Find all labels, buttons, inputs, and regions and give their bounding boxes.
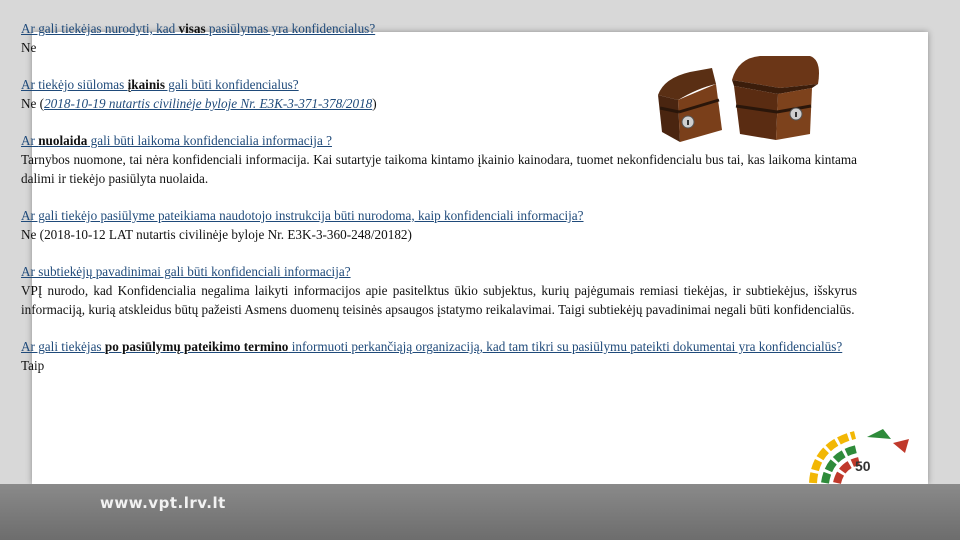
question-text: informuoti perkančiąją organizaciją, kad tam tikri su pasiūlymu pateikti dokumentai yra konfidencialūs? — [288, 339, 843, 354]
question-emphasis: įkainis — [127, 77, 165, 92]
question-text: Ar gali tiekėjo pasiūlyme pateikiama naudotojo instrukcija būti nurodoma, kaip konfidenciali informacija? — [21, 208, 584, 223]
question-5[interactable] — [21, 262, 857, 281]
answer-text: VPĮ nurodo, kad Konfidencialia negalima laikyti informacijos apie pasitelktus ūkio subjektus, kurių pajėgumais remiasi tiekėjas, ir subtiekėjus, išskyrus informaciją, kurią atskleidus būtų pažeisti Asmens duomenų teisinės apsaugos įstatymo reikalavimai. Taigi subtiekėjų pavadinimai negali būti konfidencialūs. — [21, 283, 857, 317]
treasure-chests-icon — [650, 50, 825, 145]
answer-text: Ne ( — [21, 96, 45, 111]
footer-site-link[interactable]: www.vpt.lrv.lt — [100, 494, 226, 512]
answer-4 — [21, 225, 857, 244]
answer-6 — [21, 356, 857, 375]
question-text: Ar tiekėjo siūlomas — [21, 77, 128, 92]
answer-text: Ne (2018-10-12 LAT nutartis civilinėje byloje Nr. E3K-3-360-248/20182) — [21, 227, 412, 242]
answer-text: ) — [372, 96, 377, 111]
footer-bar — [0, 484, 960, 540]
answer-text: Ne — [21, 40, 37, 55]
question-1[interactable] — [21, 19, 857, 38]
question-text: gali būti konfidencialus? — [164, 77, 299, 92]
lithuanian-flag-arc-logo — [805, 425, 915, 485]
question-text: gali būti laikoma konfidencialia informacija ? — [87, 133, 332, 148]
answer-text: Tarnybos nuomone, tai nėra konfidenciali informacija. Kai sutartyje taikoma kintamo įkainio kainodara, tuomet nekonfidencialu bus tai, kas laikoma kintama dalimi ir tiekėjo pasiūlyta nuolaida. — [21, 152, 857, 186]
question-emphasis: po pasiūlymų pateikimo termino — [104, 339, 289, 354]
question-emphasis: nuolaida — [38, 133, 88, 148]
question-text: Ar gali tiekėjas — [21, 339, 105, 354]
faq-item-6 — [21, 337, 857, 375]
answer-5 — [21, 281, 857, 319]
answer-3 — [21, 150, 857, 188]
faq-item-4 — [21, 206, 857, 244]
faq-item-5 — [21, 262, 857, 319]
question-emphasis: visas — [178, 21, 206, 36]
question-4[interactable] — [21, 206, 857, 225]
question-6[interactable] — [21, 337, 857, 356]
question-text: Ar gali tiekėjas nurodyti, kad — [21, 21, 179, 36]
question-text: pasiūlymas yra konfidencialus? — [205, 21, 376, 36]
question-text: Ar — [21, 133, 39, 148]
page-number: 50 — [855, 458, 871, 474]
question-text: Ar subtiekėjų pavadinimai gali būti konfidenciali informacija? — [21, 264, 351, 279]
answer-text: Taip — [21, 358, 45, 373]
court-ruling-link[interactable]: 2018-10-19 nutartis civilinėje byloje Nr. E3K-3-371-378/2018 — [44, 96, 373, 111]
